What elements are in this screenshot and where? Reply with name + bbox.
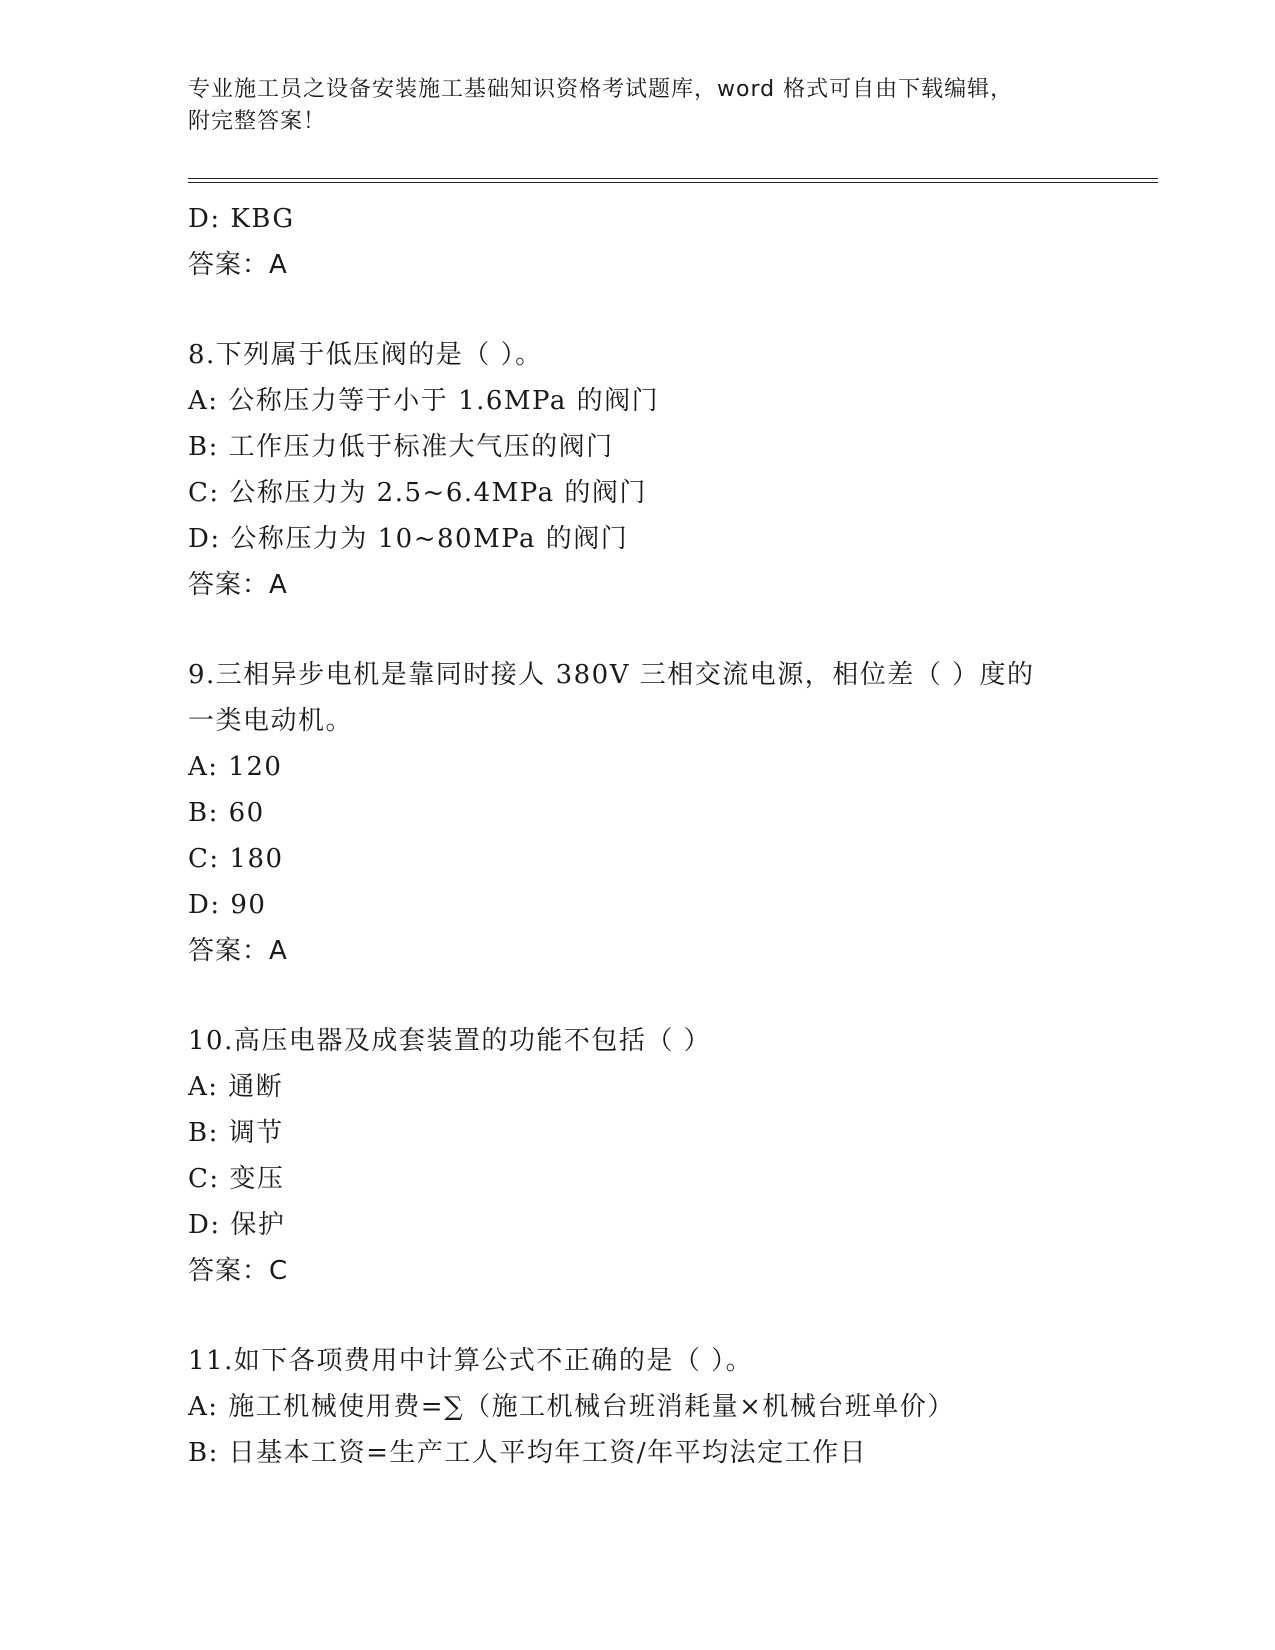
- answer-label: 答案：A: [188, 250, 288, 280]
- question-9: [188, 652, 1088, 974]
- answer-label: 答案：A: [188, 936, 288, 966]
- option-d: D: KBG: [188, 204, 295, 234]
- answer-label: 答案：C: [188, 1256, 289, 1286]
- option-c: C: 变压: [188, 1164, 285, 1194]
- question-fragment: [188, 196, 1088, 288]
- document-header: [188, 74, 1088, 138]
- question-8: [188, 332, 1088, 608]
- option-b: B: 工作压力低于标准大气压的阀门: [188, 432, 614, 462]
- question-list: [188, 196, 1088, 1476]
- question-text: 10.高压电器及成套装置的功能不包括（ ）: [188, 1026, 712, 1056]
- option-b: B: 60: [188, 798, 265, 828]
- option-d: D: 90: [188, 890, 267, 920]
- question-10: [188, 1018, 1088, 1294]
- option-c: C: 公称压力为 2.5~6.4MPa 的阀门: [188, 478, 647, 508]
- answer-label: 答案：A: [188, 570, 288, 600]
- question-text: 11.如下各项费用中计算公式不正确的是（ ）。: [188, 1346, 754, 1376]
- option-d: D: 保护: [188, 1210, 286, 1240]
- option-c: C: 180: [188, 844, 284, 874]
- question-text: 8.下列属于低压阀的是（ ）。: [188, 340, 543, 370]
- option-a: A: 120: [188, 752, 283, 782]
- option-a: A: 通断: [188, 1072, 284, 1102]
- question-text-line-1: 9.三相异步电机是靠同时接人 380V 三相交流电源，相位差（ ）度的: [188, 660, 1035, 690]
- option-a: A: 施工机械使用费=∑（施工机械台班消耗量×机械台班单价）: [188, 1392, 955, 1422]
- header-line-2: 附完整答案！: [188, 109, 327, 134]
- header-double-rule: [188, 178, 1158, 183]
- option-b: B: 调节: [188, 1118, 284, 1148]
- question-text-line-2: 一类电动机。: [188, 706, 354, 736]
- option-a: A: 公称压力等于小于 1.6MPa 的阀门: [188, 386, 660, 416]
- header-line-1: 专业施工员之设备安装施工基础知识资格考试题库，word 格式可自由下载编辑，: [188, 77, 1014, 102]
- option-d: D: 公称压力为 10~80MPa 的阀门: [188, 524, 629, 554]
- question-11: [188, 1338, 1088, 1476]
- option-b: B: 日基本工资=生产工人平均年工资/年平均法定工作日: [188, 1438, 868, 1468]
